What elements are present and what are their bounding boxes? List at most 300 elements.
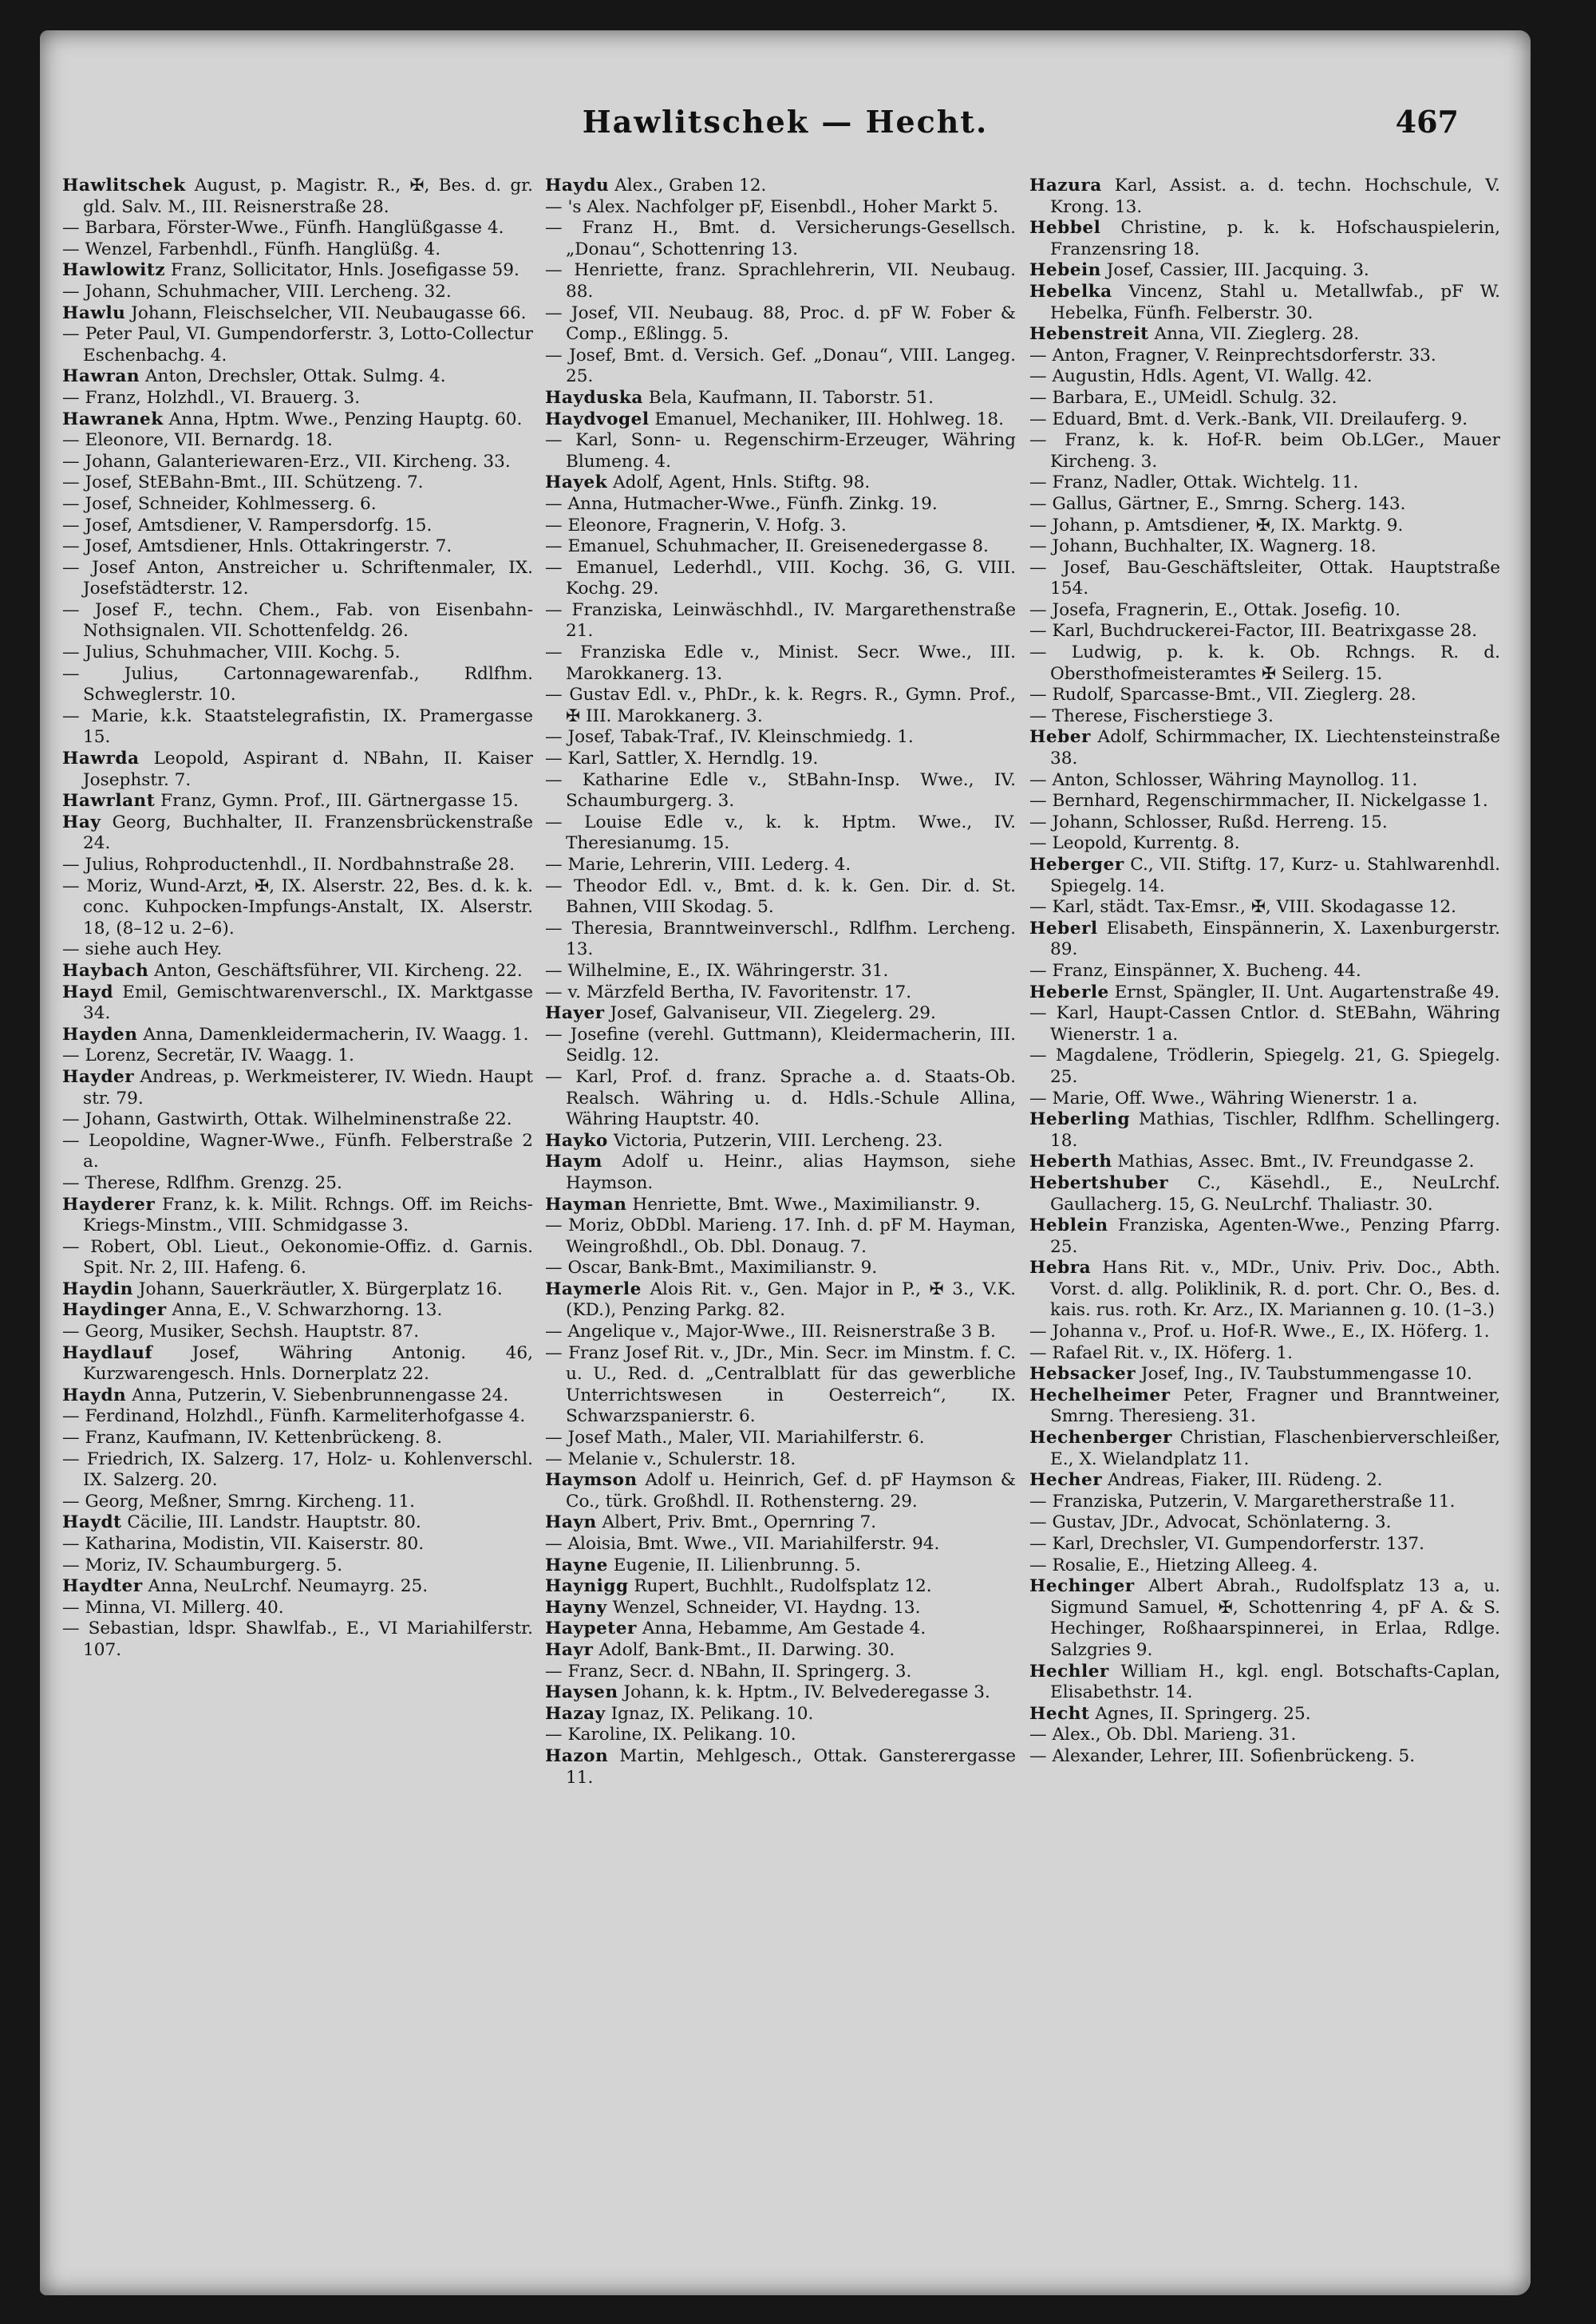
entry-surname: Hayder bbox=[62, 1066, 135, 1087]
directory-entry bbox=[1029, 218, 1500, 260]
entry-details: Franz, Sollicitator, Hnls. Josefigasse 59. bbox=[171, 260, 519, 281]
directory-entry bbox=[62, 876, 533, 940]
entry-details: Emanuel, Mechaniker, III. Hohlweg. 18. bbox=[654, 409, 1004, 429]
entry-details: — Gustav, JDr., Advocat, Schönlaterng. 3. bbox=[1029, 1512, 1392, 1533]
entry-details: — v. Märzfeld Bertha, IV. Favoritenstr. 17. bbox=[545, 982, 912, 1002]
entry-details: — Peter Paul, VI. Gumpendorferstr. 3, Lotto-Collectur Eschenbachg. 4. bbox=[62, 324, 533, 366]
entry-surname: Haybach bbox=[62, 960, 149, 981]
entry-details: Andreas, Fiaker, III. Rüdeng. 2. bbox=[1107, 1470, 1383, 1491]
entry-details: Georg, Buchhalter, II. Franzensbrückenstraße 24. bbox=[83, 812, 533, 854]
directory-entry bbox=[1029, 536, 1500, 558]
directory-entry bbox=[62, 1300, 533, 1322]
directory-entry bbox=[545, 770, 1016, 812]
directory-entry bbox=[1029, 1215, 1500, 1258]
entry-details: Leopold, Aspirant d. NBahn, II. Kaiser Josephstr. 7. bbox=[83, 749, 533, 790]
directory-entry bbox=[1029, 1258, 1500, 1322]
directory-entry bbox=[545, 812, 1016, 855]
entry-details: Anna, Hebamme, Am Gestade 4. bbox=[642, 1618, 926, 1639]
directory-entry bbox=[62, 1428, 533, 1449]
entry-details: — Franziska, Putzerin, V. Margaretherstraße 11. bbox=[1029, 1491, 1456, 1512]
directory-entry bbox=[62, 1131, 533, 1173]
entry-details: Anna, Hptm. Wwe., Penzing Hauptg. 60. bbox=[168, 409, 523, 429]
directory-entry bbox=[62, 1322, 533, 1343]
entry-surname: Hayd bbox=[62, 982, 114, 1002]
directory-entry bbox=[1029, 961, 1500, 982]
directory-entry bbox=[62, 516, 533, 537]
entry-details: — Moriz, Wund-Arzt, ✠, IX. Alserstr. 22, Bes. d. k. k. conc. Kuhpocken-Impfungs-Anstalt, IX. Alserstr. 18, (8–12 u. 2–6). bbox=[62, 875, 533, 939]
entry-details: — Johann, Buchhalter, IX. Wagnerg. 18. bbox=[1029, 536, 1377, 557]
entry-details: — Ludwig, p. k. k. Ob. Rchngs. R. d. Obersthofmeisteramtes ✠ Seilerg. 15. bbox=[1029, 642, 1500, 684]
directory-entry bbox=[62, 1195, 533, 1237]
directory-entry bbox=[62, 706, 533, 749]
entry-details: — Franziska Edle v., Minist. Secr. Wwe., III. Marokkanerg. 13. bbox=[545, 642, 1016, 684]
entry-details: Emil, Gemischtwarenverschl., IX. Marktgasse 34. bbox=[83, 982, 533, 1024]
entry-details: Albert, Priv. Bmt., Opernring 7. bbox=[602, 1512, 877, 1533]
directory-entry bbox=[545, 430, 1016, 472]
entry-details: — Friedrich, IX. Salzerg. 17, Holz- u. Kohlenverschl. IX. Salzerg. 20. bbox=[62, 1449, 533, 1491]
entry-surname: Heberle bbox=[1029, 982, 1109, 1002]
directory-entry bbox=[62, 1237, 533, 1279]
directory-entry bbox=[1029, 388, 1500, 409]
directory-entry bbox=[62, 409, 533, 431]
entry-surname: Hebbel bbox=[1029, 218, 1101, 239]
entry-details: Anton, Geschäftsführer, VII. Kircheng. 22. bbox=[154, 960, 523, 981]
directory-entry bbox=[545, 1152, 1016, 1194]
entry-surname: Hechelheimer bbox=[1029, 1385, 1171, 1405]
directory-entry bbox=[62, 472, 533, 494]
entry-surname: Hecht bbox=[1029, 1703, 1090, 1724]
directory-entry bbox=[1029, 1512, 1500, 1534]
entry-details: — Bernhard, Regenschirmmacher, II. Nickelgasse 1. bbox=[1029, 791, 1488, 812]
directory-entry bbox=[62, 1449, 533, 1492]
entry-surname: Hawrda bbox=[62, 749, 140, 769]
entry-details: Agnes, II. Springerg. 25. bbox=[1095, 1703, 1311, 1724]
entry-surname: Hayne bbox=[545, 1555, 608, 1575]
entry-details: — Katharine Edle v., StBahn-Insp. Wwe., IV. Schaumburgerg. 3. bbox=[545, 769, 1016, 812]
entry-surname: Haydinger bbox=[62, 1300, 167, 1321]
entry-details: Adolf u. Heinr., alias Haymson, siehe Haymson. bbox=[566, 1152, 1016, 1193]
entry-details: — siehe auch Hey. bbox=[62, 939, 223, 960]
entry-details: — Gallus, Gärtner, E., Smrng. Scherg. 143. bbox=[1029, 493, 1406, 514]
entry-details: — Eleonore, Fragnerin, V. Hofg. 3. bbox=[545, 515, 847, 536]
entry-details: — Franz, Kaufmann, IV. Kettenbrückeng. 8. bbox=[62, 1428, 442, 1449]
entry-surname: Haymerle bbox=[545, 1279, 642, 1299]
entry-details: Andreas, p. Werkmeisterer, IV. Wiedn. Haupt str. 79. bbox=[83, 1066, 533, 1109]
entry-details: Johann, Sauerkräutler, X. Bürgerplatz 16. bbox=[138, 1279, 503, 1299]
directory-entry bbox=[1029, 1045, 1500, 1088]
directory-entry bbox=[1029, 1576, 1500, 1661]
entry-details: — Franz Josef Rit. v., JDr., Min. Secr. im Minstm. f. C. u. U., Red. d. „Centralblatt für das gewerbliche Unterrichtswesen in Oesterreich“, IX. Schwarzspanierstr. 6. bbox=[545, 1342, 1016, 1427]
entry-details: Alois Rit. v., Gen. Major in P., ✠ 3., V.K. (KD.), Penzing Parkg. 82. bbox=[566, 1279, 1016, 1321]
entry-details: — Franz, Nadler, Ottak. Wichtelg. 11. bbox=[1029, 472, 1359, 493]
entry-surname: Heberth bbox=[1029, 1152, 1112, 1172]
entry-details: — Wenzel, Farbenhdl., Fünfh. Hanglüßg. 4. bbox=[62, 239, 441, 259]
directory-entry bbox=[1029, 1704, 1500, 1725]
entry-details: — Josef, StEBahn-Bmt., III. Schützeng. 7. bbox=[62, 472, 424, 493]
entry-surname: Heberl bbox=[1029, 918, 1098, 939]
directory-entry bbox=[62, 303, 533, 325]
directory-entry bbox=[62, 1385, 533, 1407]
entry-details: — Franziska, Leinwäschhdl., IV. Margarethenstraße 21. bbox=[545, 599, 1016, 642]
entry-details: — Aloisia, Bmt. Wwe., VII. Mariahilferstr. 94. bbox=[545, 1534, 940, 1554]
entry-details: — Ferdinand, Holzhdl., Fünfh. Karmeliterhofgasse 4. bbox=[62, 1406, 526, 1427]
entry-details: — Julius, Cartonnagewarenfab., Rdlfhm. Schweglerstr. 10. bbox=[62, 663, 533, 706]
directory-entry bbox=[545, 1343, 1016, 1428]
entry-details: — Emanuel, Lederhdl., VIII. Kochg. 36, G. VIII. Kochg. 29. bbox=[545, 557, 1016, 599]
directory-entry bbox=[62, 982, 533, 1025]
directory-entry bbox=[545, 494, 1016, 516]
directory-entry bbox=[545, 1131, 1016, 1152]
entry-details: Josef, Cassier, III. Jacquing. 3. bbox=[1106, 260, 1369, 281]
entry-details: — Josef, Tabak-Traf., IV. Kleinschmiedg. 1. bbox=[545, 727, 914, 748]
entry-details: — Franz, Secr. d. NBahn, II. Springerg. 3. bbox=[545, 1661, 912, 1682]
directory-entry bbox=[62, 1598, 533, 1619]
entry-details: — Josefa, Fragnerin, E., Ottak. Josefig. 10. bbox=[1029, 599, 1401, 620]
entry-details: — Rafael Rit. v., IX. Höferg. 1. bbox=[1029, 1342, 1294, 1363]
entry-details: — Karl, Prof. d. franz. Sprache a. d. Staats-Ob. Realsch. Währing u. d. Hdls.-Schule Allina, Währing Hauptstr. 40. bbox=[545, 1066, 1016, 1130]
directory-entry bbox=[1029, 1428, 1500, 1470]
entry-details: Anton, Drechsler, Ottak. Sulmg. 4. bbox=[144, 366, 446, 387]
entry-details: — Alexander, Lehrer, III. Sofienbrückeng. 5. bbox=[1029, 1745, 1416, 1766]
entry-details: — Moriz, IV. Schaumburgerg. 5. bbox=[62, 1555, 343, 1575]
entry-details: — Augustin, Hdls. Agent, VI. Wallg. 42. bbox=[1029, 366, 1373, 387]
entry-details: — Josef F., techn. Chem., Fab. von Eisenbahn-Nothsignalen. VII. Schottenfeldg. 26. bbox=[62, 599, 533, 642]
directory-entry bbox=[1029, 1322, 1500, 1343]
directory-entry bbox=[62, 430, 533, 452]
directory-page bbox=[40, 30, 1531, 2295]
entry-surname: Heberling bbox=[1029, 1109, 1131, 1130]
entry-details: — Alex., Ob. Dbl. Marieng. 31. bbox=[1029, 1725, 1297, 1745]
directory-entry bbox=[62, 388, 533, 409]
directory-entry bbox=[62, 600, 533, 642]
entry-surname: Hazura bbox=[1029, 176, 1102, 196]
entry-surname: Hebelka bbox=[1029, 281, 1112, 302]
entry-details: — Marie, k.k. Staatstelegrafistin, IX. Pramergasse 15. bbox=[62, 706, 533, 748]
page-header bbox=[40, 104, 1531, 160]
directory-entry bbox=[545, 1279, 1016, 1322]
entry-details: — Josef, Bmt. d. Versich. Gef. „Donau“, VIII. Langeg. 25. bbox=[545, 345, 1016, 387]
entry-surname: Heber bbox=[1029, 727, 1091, 748]
directory-entry bbox=[1029, 791, 1500, 812]
entry-details: — Sebastian, ldspr. Shawlfab., E., VI Mariahilferstr. 107. bbox=[62, 1618, 533, 1660]
directory-entry bbox=[545, 1618, 1016, 1640]
entry-surname: Haysen bbox=[545, 1682, 618, 1703]
entry-details: — Karl, Sonn- u. Regenschirm-Erzeuger, Währing Blumeng. 4. bbox=[545, 430, 1016, 472]
directory-entry bbox=[1029, 1343, 1500, 1365]
directory-entry bbox=[1029, 1746, 1500, 1768]
entry-details: Anna, Damenkleidermacherin, IV. Waagg. 1. bbox=[143, 1024, 529, 1045]
directory-entry bbox=[545, 961, 1016, 982]
directory-entry bbox=[62, 1406, 533, 1428]
column-left bbox=[62, 176, 533, 1662]
directory-entry bbox=[545, 472, 1016, 494]
directory-entry bbox=[545, 1640, 1016, 1662]
directory-entry bbox=[62, 452, 533, 473]
entry-details: — Leopoldine, Wagner-Wwe., Fünfh. Felberstraße 2 a. bbox=[62, 1130, 533, 1172]
directory-entry bbox=[1029, 982, 1500, 1004]
entry-details: — Wilhelmine, E., IX. Währingerstr. 31. bbox=[545, 960, 889, 981]
entry-details: C., Käsehdl., E., NeuLrchf. Gaullacherg. 15, G. NeuLrchf. Thaliastr. 30. bbox=[1050, 1172, 1500, 1215]
directory-entry bbox=[545, 1725, 1016, 1746]
directory-entry bbox=[1029, 621, 1500, 642]
directory-entry bbox=[62, 812, 533, 855]
entry-surname: Hecher bbox=[1029, 1470, 1103, 1491]
directory-entry bbox=[1029, 430, 1500, 472]
directory-entry bbox=[62, 239, 533, 261]
entry-surname: Hayden bbox=[62, 1024, 138, 1045]
entry-details: Anna, Putzerin, V. Siebenbrunnengasse 24. bbox=[132, 1385, 509, 1405]
directory-entry bbox=[545, 855, 1016, 876]
entry-details: — Johann, Gastwirth, Ottak. Wilhelminenstraße 22. bbox=[62, 1109, 512, 1130]
directory-entry bbox=[545, 346, 1016, 388]
entry-details: — Eduard, Bmt. d. Verk.-Bank, VII. Dreilauferg. 9. bbox=[1029, 409, 1468, 429]
directory-entry bbox=[545, 516, 1016, 537]
entry-details: Mathias, Tischler, Rdlfhm. Schellingerg. 18. bbox=[1050, 1109, 1500, 1151]
directory-entry bbox=[62, 664, 533, 706]
directory-entry bbox=[545, 1428, 1016, 1449]
directory-entry bbox=[545, 1470, 1016, 1512]
entry-surname: Hayman bbox=[545, 1194, 627, 1215]
entry-details: — Franz H., Bmt. d. Versicherungs-Gesellsch. „Donau“, Schottenring 13. bbox=[545, 218, 1016, 259]
directory-entry bbox=[545, 876, 1016, 919]
entry-details: Ignaz, IX. Pelikang. 10. bbox=[610, 1703, 814, 1724]
directory-entry bbox=[1029, 176, 1500, 218]
entry-details: — Therese, Fischerstiege 3. bbox=[1029, 706, 1274, 726]
entry-details: — Angelique v., Major-Wwe., III. Reisnerstraße 3 B. bbox=[545, 1322, 996, 1342]
directory-entry bbox=[1029, 897, 1500, 919]
entry-details: — Josef, Schneider, Kohlmesserg. 6. bbox=[62, 493, 377, 514]
entry-details: Vincenz, Stahl u. Metallwfab., pF W. Hebelka, Fünfh. Felberstr. 30. bbox=[1050, 281, 1500, 323]
directory-entry bbox=[1029, 685, 1500, 706]
entry-surname: Hayer bbox=[545, 1003, 605, 1024]
entry-details: — Marie, Lehrerin, VIII. Lederg. 4. bbox=[545, 855, 851, 875]
entry-surname: Haynigg bbox=[545, 1576, 629, 1597]
entry-details: Franz, Gymn. Prof., III. Gärtnergasse 15. bbox=[160, 791, 519, 812]
directory-entry bbox=[545, 685, 1016, 727]
entry-surname: Hechler bbox=[1029, 1661, 1109, 1682]
entry-details: Anna, E., V. Schwarzhorng. 13. bbox=[172, 1300, 443, 1321]
directory-entry bbox=[1029, 1109, 1500, 1152]
directory-entry bbox=[1029, 1364, 1500, 1385]
entry-details: — Josef Anton, Anstreicher u. Schriftenmaler, IX. Josefstädterstr. 12. bbox=[62, 557, 533, 599]
entry-details: Franziska, Agenten-Wwe., Penzing Pfarrg. 25. bbox=[1050, 1215, 1500, 1257]
entry-details: — Eleonore, VII. Bernardg. 18. bbox=[62, 430, 333, 451]
directory-entry bbox=[545, 218, 1016, 260]
page-number: 467 bbox=[1395, 104, 1459, 140]
directory-entry bbox=[545, 536, 1016, 558]
entry-details: Alex., Graben 12. bbox=[614, 176, 767, 196]
directory-entry bbox=[62, 494, 533, 516]
entry-details: Martin, Mehlgesch., Ottak. Gansterergasse 11. bbox=[566, 1745, 1016, 1788]
entry-details: Henriette, Bmt. Wwe., Maximilianstr. 9. bbox=[632, 1194, 981, 1215]
directory-entry bbox=[1029, 516, 1500, 537]
entry-details: Josef, Galvaniseur, VII. Ziegelerg. 29. bbox=[610, 1003, 936, 1024]
entry-details: — Rosalie, E., Hietzing Alleeg. 4. bbox=[1029, 1555, 1318, 1575]
entry-surname: Hawran bbox=[62, 366, 140, 387]
entry-details: — Anton, Fragner, V. Reinprechtsdorferstr. 33. bbox=[1029, 345, 1436, 366]
entry-surname: Hawrlant bbox=[62, 791, 156, 812]
directory-entry bbox=[545, 1534, 1016, 1555]
entry-details: Johann, k. k. Hptm., IV. Belvederegasse 3. bbox=[623, 1682, 990, 1703]
directory-entry bbox=[545, 558, 1016, 600]
entry-surname: Hay bbox=[62, 812, 101, 832]
entry-details: — Anton, Schlosser, Währing Maynollog. 11. bbox=[1029, 769, 1418, 790]
directory-entry bbox=[1029, 833, 1500, 855]
directory-entry bbox=[62, 1576, 533, 1598]
directory-entry bbox=[62, 1492, 533, 1513]
entry-details: Adolf, Schirmmacher, IX. Liechtensteinstraße 38. bbox=[1050, 727, 1500, 769]
entry-details: — 's Alex. Nachfolger pF, Eisenbdl., Hoher Markt 5. bbox=[545, 196, 998, 217]
entry-details: — Johann, Galanteriewaren-Erz., VII. Kircheng. 33. bbox=[62, 451, 511, 472]
directory-entry bbox=[62, 642, 533, 664]
entry-surname: Haym bbox=[545, 1152, 602, 1172]
directory-entry bbox=[62, 1067, 533, 1109]
entry-details: Christine, p. k. k. Hofschauspielerin, Franzensring 18. bbox=[1050, 218, 1500, 259]
entry-details: Bela, Kaufmann, II. Taborstr. 51. bbox=[648, 387, 934, 408]
entry-details: — Georg, Musiker, Sechsh. Hauptstr. 87. bbox=[62, 1322, 420, 1342]
entry-surname: Hebein bbox=[1029, 260, 1101, 281]
entry-details: — Robert, Obl. Lieut., Oekonomie-Offiz. d. Garnis. Spit. Nr. 2, III. Hafeng. 6. bbox=[62, 1236, 533, 1279]
entry-details: — Johanna v., Prof. u. Hof-R. Wwe., E., IX. Höferg. 1. bbox=[1029, 1322, 1490, 1342]
entry-details: — Anna, Hutmacher-Wwe., Fünfh. Zinkg. 19. bbox=[545, 493, 938, 514]
directory-entry bbox=[1029, 1492, 1500, 1513]
directory-entry bbox=[62, 939, 533, 961]
entry-details: Cäcilie, III. Landstr. Hauptstr. 80. bbox=[127, 1512, 421, 1533]
directory-entry bbox=[1029, 346, 1500, 367]
directory-entry bbox=[545, 1662, 1016, 1683]
entry-surname: Hayduska bbox=[545, 387, 643, 408]
entry-details: — Lorenz, Secretär, IV. Waagg. 1. bbox=[62, 1045, 355, 1066]
directory-entry bbox=[545, 727, 1016, 749]
directory-entry bbox=[545, 749, 1016, 770]
entry-surname: Hayek bbox=[545, 472, 608, 493]
entry-details: — Josef, Amtsdiener, Hnls. Ottakringerstr. 7. bbox=[62, 536, 452, 557]
entry-details: Ernst, Spängler, II. Unt. Augartenstraße 49. bbox=[1114, 982, 1500, 1002]
directory-entry bbox=[62, 1512, 533, 1534]
directory-entry bbox=[1029, 855, 1500, 897]
entry-details: William H., kgl. engl. Botschafts-Caplan, Elisabethstr. 14. bbox=[1050, 1661, 1500, 1703]
directory-entry bbox=[1029, 919, 1500, 961]
directory-entry bbox=[62, 558, 533, 600]
directory-entry bbox=[1029, 472, 1500, 494]
entry-details: — Josef, VII. Neubaug. 88, Proc. d. pF W. Fober & Comp., Eßlingg. 5. bbox=[545, 302, 1016, 345]
directory-entry bbox=[545, 919, 1016, 961]
directory-entry bbox=[62, 1534, 533, 1555]
directory-entry bbox=[62, 791, 533, 812]
directory-entry bbox=[1029, 727, 1500, 769]
directory-entry bbox=[545, 642, 1016, 685]
directory-entry bbox=[1029, 706, 1500, 728]
directory-entry bbox=[62, 260, 533, 282]
entry-details: — Louise Edle v., k. k. Hptm. Wwe., IV. Theresianumg. 15. bbox=[545, 812, 1016, 854]
entry-details: — Julius, Rohproductenhdl., II. Nordbahnstraße 28. bbox=[62, 855, 515, 875]
entry-surname: Heblein bbox=[1029, 1215, 1108, 1236]
directory-entry bbox=[62, 855, 533, 876]
directory-entry bbox=[545, 982, 1016, 1004]
entry-details: Josef, Währing Antonig. 46, Kurzwarengesch. Hnls. Dornerplatz 22. bbox=[83, 1342, 533, 1385]
entry-surname: Haymson bbox=[545, 1470, 638, 1491]
entry-details: C., VII. Stiftg. 17, Kurz- u. Stahlwarenhdl. Spiegelg. 14. bbox=[1050, 855, 1500, 896]
entry-details: — Franz, Einspänner, X. Bucheng. 44. bbox=[1029, 960, 1361, 981]
directory-entry bbox=[545, 1258, 1016, 1279]
entry-details: Anna, NeuLrchf. Neumayrg. 25. bbox=[148, 1576, 429, 1597]
directory-entry bbox=[62, 176, 533, 218]
entry-surname: Hawlowitz bbox=[62, 260, 166, 281]
entry-details: — Karoline, IX. Pelikang. 10. bbox=[545, 1725, 796, 1745]
directory-entry bbox=[545, 197, 1016, 219]
directory-entry bbox=[1029, 1534, 1500, 1555]
directory-entry bbox=[545, 1555, 1016, 1577]
entry-details: — Barbara, Förster-Wwe., Fünfh. Hanglüßgasse 4. bbox=[62, 218, 504, 239]
entry-details: — Katharina, Modistin, VII. Kaiserstr. 80. bbox=[62, 1534, 425, 1554]
directory-entry bbox=[545, 1067, 1016, 1131]
entry-details: Eugenie, II. Lilienbrunng. 5. bbox=[613, 1555, 861, 1575]
directory-entry bbox=[1029, 1555, 1500, 1577]
entry-details: — Melanie v., Schulerstr. 18. bbox=[545, 1449, 796, 1469]
directory-entry bbox=[1029, 1470, 1500, 1492]
directory-entry bbox=[1029, 1089, 1500, 1110]
directory-entry bbox=[1029, 282, 1500, 324]
entry-surname: Haydvogel bbox=[545, 409, 650, 429]
entry-surname: Hayr bbox=[545, 1639, 594, 1660]
entry-surname: Hayny bbox=[545, 1597, 607, 1618]
directory-entry bbox=[545, 1598, 1016, 1619]
entry-surname: Haydu bbox=[545, 176, 610, 196]
entry-details: Adolf u. Heinrich, Gef. d. pF Haymson & Co., türk. Großhdl. II. Rothensterng. 29. bbox=[566, 1470, 1016, 1512]
entry-details: Elisabeth, Einspännerin, X. Laxenburgerstr. 89. bbox=[1050, 918, 1500, 960]
directory-entry bbox=[62, 282, 533, 303]
entry-surname: Haypeter bbox=[545, 1618, 637, 1639]
entry-details: — Karl, Buchdruckerei-Factor, III. Beatrixgasse 28. bbox=[1029, 621, 1478, 642]
entry-details: — Theodor Edl. v., Bmt. d. k. k. Gen. Dir. d. St. Bahnen, VIII Skodag. 5. bbox=[545, 875, 1016, 918]
directory-entry bbox=[1029, 600, 1500, 622]
entry-surname: Hawranek bbox=[62, 409, 164, 429]
directory-entry bbox=[545, 1682, 1016, 1704]
running-title: Hawlitschek — Hecht. bbox=[582, 104, 989, 140]
directory-entry bbox=[1029, 494, 1500, 516]
entry-details: August, p. Magistr. R., ✠, Bes. d. gr. gld. Salv. M., III. Reisnerstraße 28. bbox=[83, 176, 533, 217]
entry-details: Adolf, Bank-Bmt., II. Darwing. 30. bbox=[598, 1639, 895, 1660]
directory-entry bbox=[545, 1512, 1016, 1534]
directory-entry bbox=[62, 749, 533, 791]
entry-details: — Gustav Edl. v., PhDr., k. k. Regrs. R., Gymn. Prof., ✠ III. Marokkanerg. 3. bbox=[545, 685, 1016, 726]
entry-details: Rupert, Buchhlt., Rudolfsplatz 12. bbox=[634, 1576, 932, 1597]
directory-entry bbox=[62, 1173, 533, 1195]
entry-surname: Hawlitschek bbox=[62, 176, 186, 196]
directory-entry bbox=[62, 218, 533, 239]
entry-details: — Johann, p. Amtsdiener, ✠, IX. Marktg. 9. bbox=[1029, 515, 1404, 536]
directory-entry bbox=[1029, 770, 1500, 792]
directory-entry bbox=[62, 1045, 533, 1067]
entry-details: Adolf, Agent, Hnls. Stiftg. 98. bbox=[613, 472, 871, 493]
entry-details: Mathias, Assec. Bmt., IV. Freundgasse 2. bbox=[1117, 1152, 1475, 1172]
entry-surname: Hebsacker bbox=[1029, 1364, 1136, 1385]
entry-details: — Josef, Amtsdiener, V. Rampersdorfg. 15. bbox=[62, 515, 433, 536]
directory-entry bbox=[545, 1322, 1016, 1343]
entry-details: — Franz, Holzhdl., VI. Brauerg. 3. bbox=[62, 387, 361, 408]
directory-entry bbox=[62, 1279, 533, 1301]
directory-entry bbox=[1029, 409, 1500, 431]
entry-details: — Henriette, franz. Sprachlehrerin, VII. Neubaug. 88. bbox=[545, 260, 1016, 302]
directory-entry bbox=[545, 1704, 1016, 1725]
entry-details: — Leopold, Kurrentg. 8. bbox=[1029, 833, 1240, 854]
directory-entry bbox=[1029, 1173, 1500, 1215]
entry-details: Christian, Flaschenbierverschleißer, E., X. Wielandplatz 11. bbox=[1050, 1428, 1500, 1469]
directory-entry bbox=[1029, 1385, 1500, 1428]
directory-entry bbox=[545, 409, 1016, 431]
entry-details: — Moriz, ObDbl. Marieng. 17. Inh. d. pF M. Hayman, Weingroßhdl., Ob. Dbl. Donaug. 7. bbox=[545, 1215, 1016, 1257]
directory-entry bbox=[1029, 1725, 1500, 1746]
